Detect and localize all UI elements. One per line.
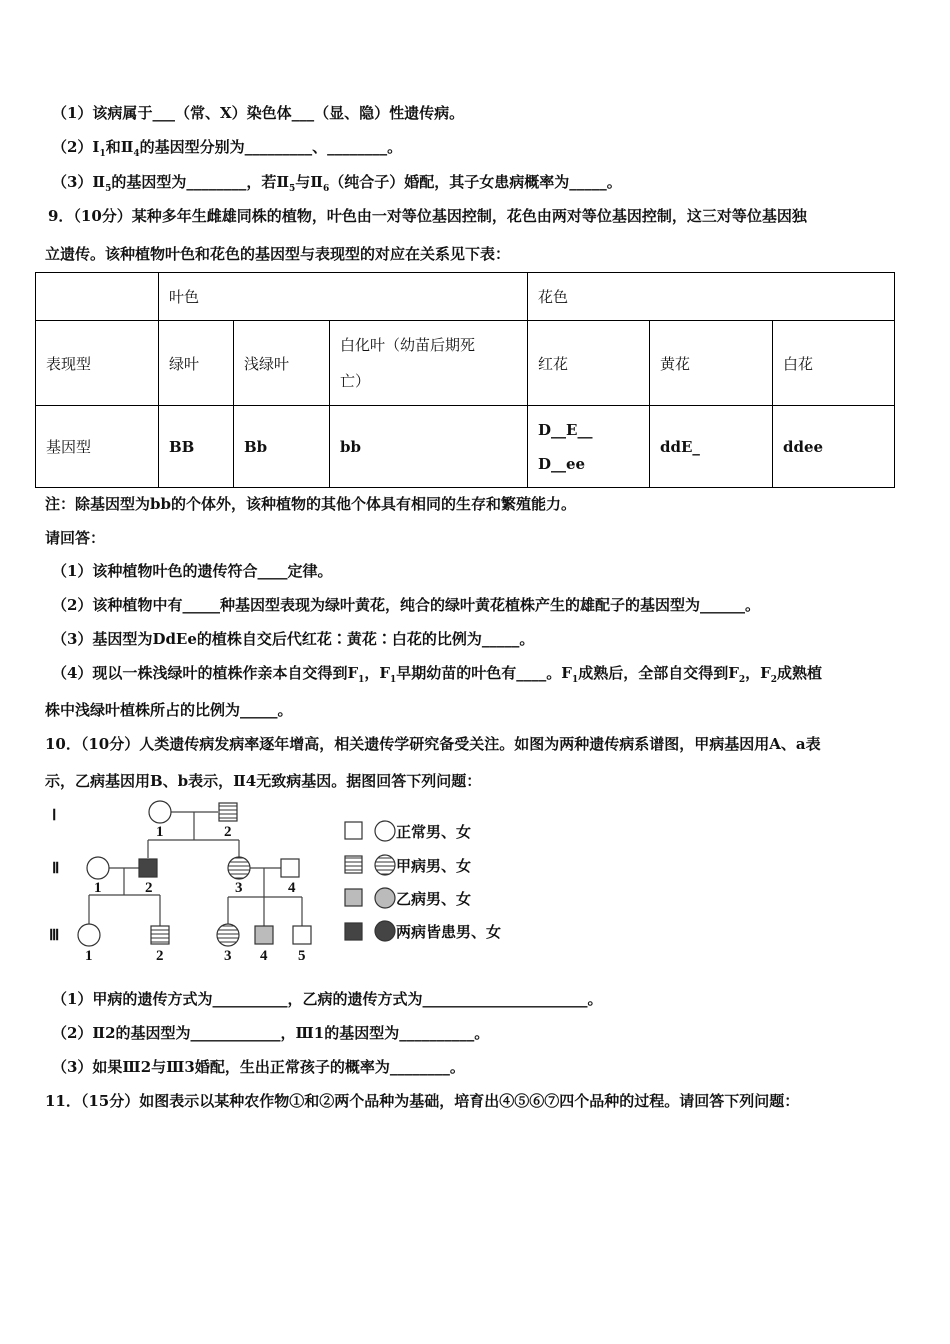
q9-sub4-cont: 株中浅绿叶植株所占的比例为_____。 — [45, 701, 293, 719]
q10-stem: 10．（10分）人类遗传病发病率逐年增高，相关遗传学研究备受关注。如图为两种遗传病系谱图，甲病基因用A、a表 — [45, 735, 821, 753]
id-label: 3 — [224, 948, 232, 964]
III-5-male-normal — [293, 926, 311, 944]
id-label: 2 — [145, 880, 153, 896]
I-2-male-diseaseA — [219, 803, 237, 821]
q10-sub3: （3）如果Ⅲ2与Ⅲ3婚配，生出正常孩子的概率为________。 — [52, 1058, 465, 1076]
ask: 请回答： — [45, 529, 106, 547]
gen-label: Ⅱ — [52, 861, 60, 877]
note: 注：除基因型为bb的个体外，该种植物的其他个体具有相同的生存和繁殖能力。 — [45, 495, 576, 513]
II-3-female-diseaseA — [228, 857, 250, 879]
I-1-female-normal — [149, 801, 171, 823]
q9-sub2: （2）该种植物中有_____种基因型表现为绿叶黄花，纯合的绿叶黄花植株产生的雄配子的基因型为______。 — [52, 596, 760, 614]
gen-label: Ⅰ — [52, 808, 57, 824]
q10-stem-cont: 示，乙病基因用B、b表示，Ⅱ4无致病基因。据图回答下列问题： — [45, 772, 482, 790]
q8-sub3: $(3)Ⅱ_5$的基因型为________，若$Ⅱ_5$与$Ⅱ_6$（纯合子）婚配，其子女患病概率为_____。 — [52, 173, 622, 194]
III-4-male-diseaseB — [255, 926, 273, 944]
II-2-male-both — [139, 859, 157, 877]
III-1-female-normal — [78, 924, 100, 946]
id-label: 1 — [94, 880, 102, 896]
legend-label: 乙病男、女 — [396, 892, 472, 908]
legend-label: 正常男、女 — [396, 825, 472, 841]
q9-stem-cont: 立遗传。该种植物叶色和花色的基因型与表现型的对应在关系见下表： — [45, 245, 511, 263]
id-label: 3 — [235, 880, 243, 896]
q9-sub1: （1）该种植物叶色的遗传符合____定律。 — [52, 562, 333, 580]
gen-label: Ⅲ — [49, 928, 60, 944]
II-4-male-normal — [281, 859, 299, 877]
q10-sub2: （2）Ⅱ2的基因型为____________，Ⅲ1的基因型为__________。 — [52, 1024, 490, 1042]
id-label: 1 — [85, 948, 93, 964]
III-2-male-diseaseA — [151, 926, 169, 944]
legend-label: 甲病男、女 — [396, 859, 472, 875]
id-label: 4 — [260, 948, 268, 964]
id-label: 2 — [224, 824, 232, 840]
genotype-phenotype-table: 叶色 花色 表现型 绿叶 浅绿叶 白化叶（幼苗后期死 亡） 红花 黄花 白花 基因型 BB Bb bb D__E__ D__ee ddE_ ddee — [35, 272, 895, 488]
III-3-female-diseaseA — [217, 924, 239, 946]
id-label: 5 — [298, 948, 306, 964]
id-label: 2 — [156, 948, 164, 964]
q10-sub1: （1）甲病的遗传方式为__________，乙病的遗传方式为______________________。 — [52, 990, 603, 1008]
q9-sub4: （4）现以一株浅绿叶的植株作亲本自交得到$F_1$，$F_1$早期幼苗的叶色有____。$F_1$成熟后，全部自交得到$F_2$，$F_2$成熟植 — [52, 664, 823, 685]
q9-stem: 9．（10分）某种多年生雌雄同株的植物，叶色由一对等位基因控制，花色由两对等位基因控制，这三对等位基因独 — [48, 207, 807, 225]
id-label: 4 — [288, 880, 296, 896]
id-label: 1 — [156, 824, 164, 840]
q8-sub2: $(2)Ⅰ_1$和$Ⅱ_4$的基因型分别为_________、________。 — [52, 138, 403, 159]
q11-stem: 11．（15分）如图表示以某种农作物①和②两个品种为基础，培育出④⑤⑥⑦四个品种的过程。请回答下列问题： — [45, 1092, 800, 1110]
q9-sub3: （3）基因型为DdEe的植株自交后代红花∶黄花∶白花的比例为_____。 — [52, 630, 535, 648]
q8-sub1: （1）该病属于___（常、X）染色体___（显、隐）性遗传病。 — [52, 104, 465, 122]
legend-label: 两病皆患男、女 — [396, 925, 502, 941]
II-1-female-normal — [87, 857, 109, 879]
